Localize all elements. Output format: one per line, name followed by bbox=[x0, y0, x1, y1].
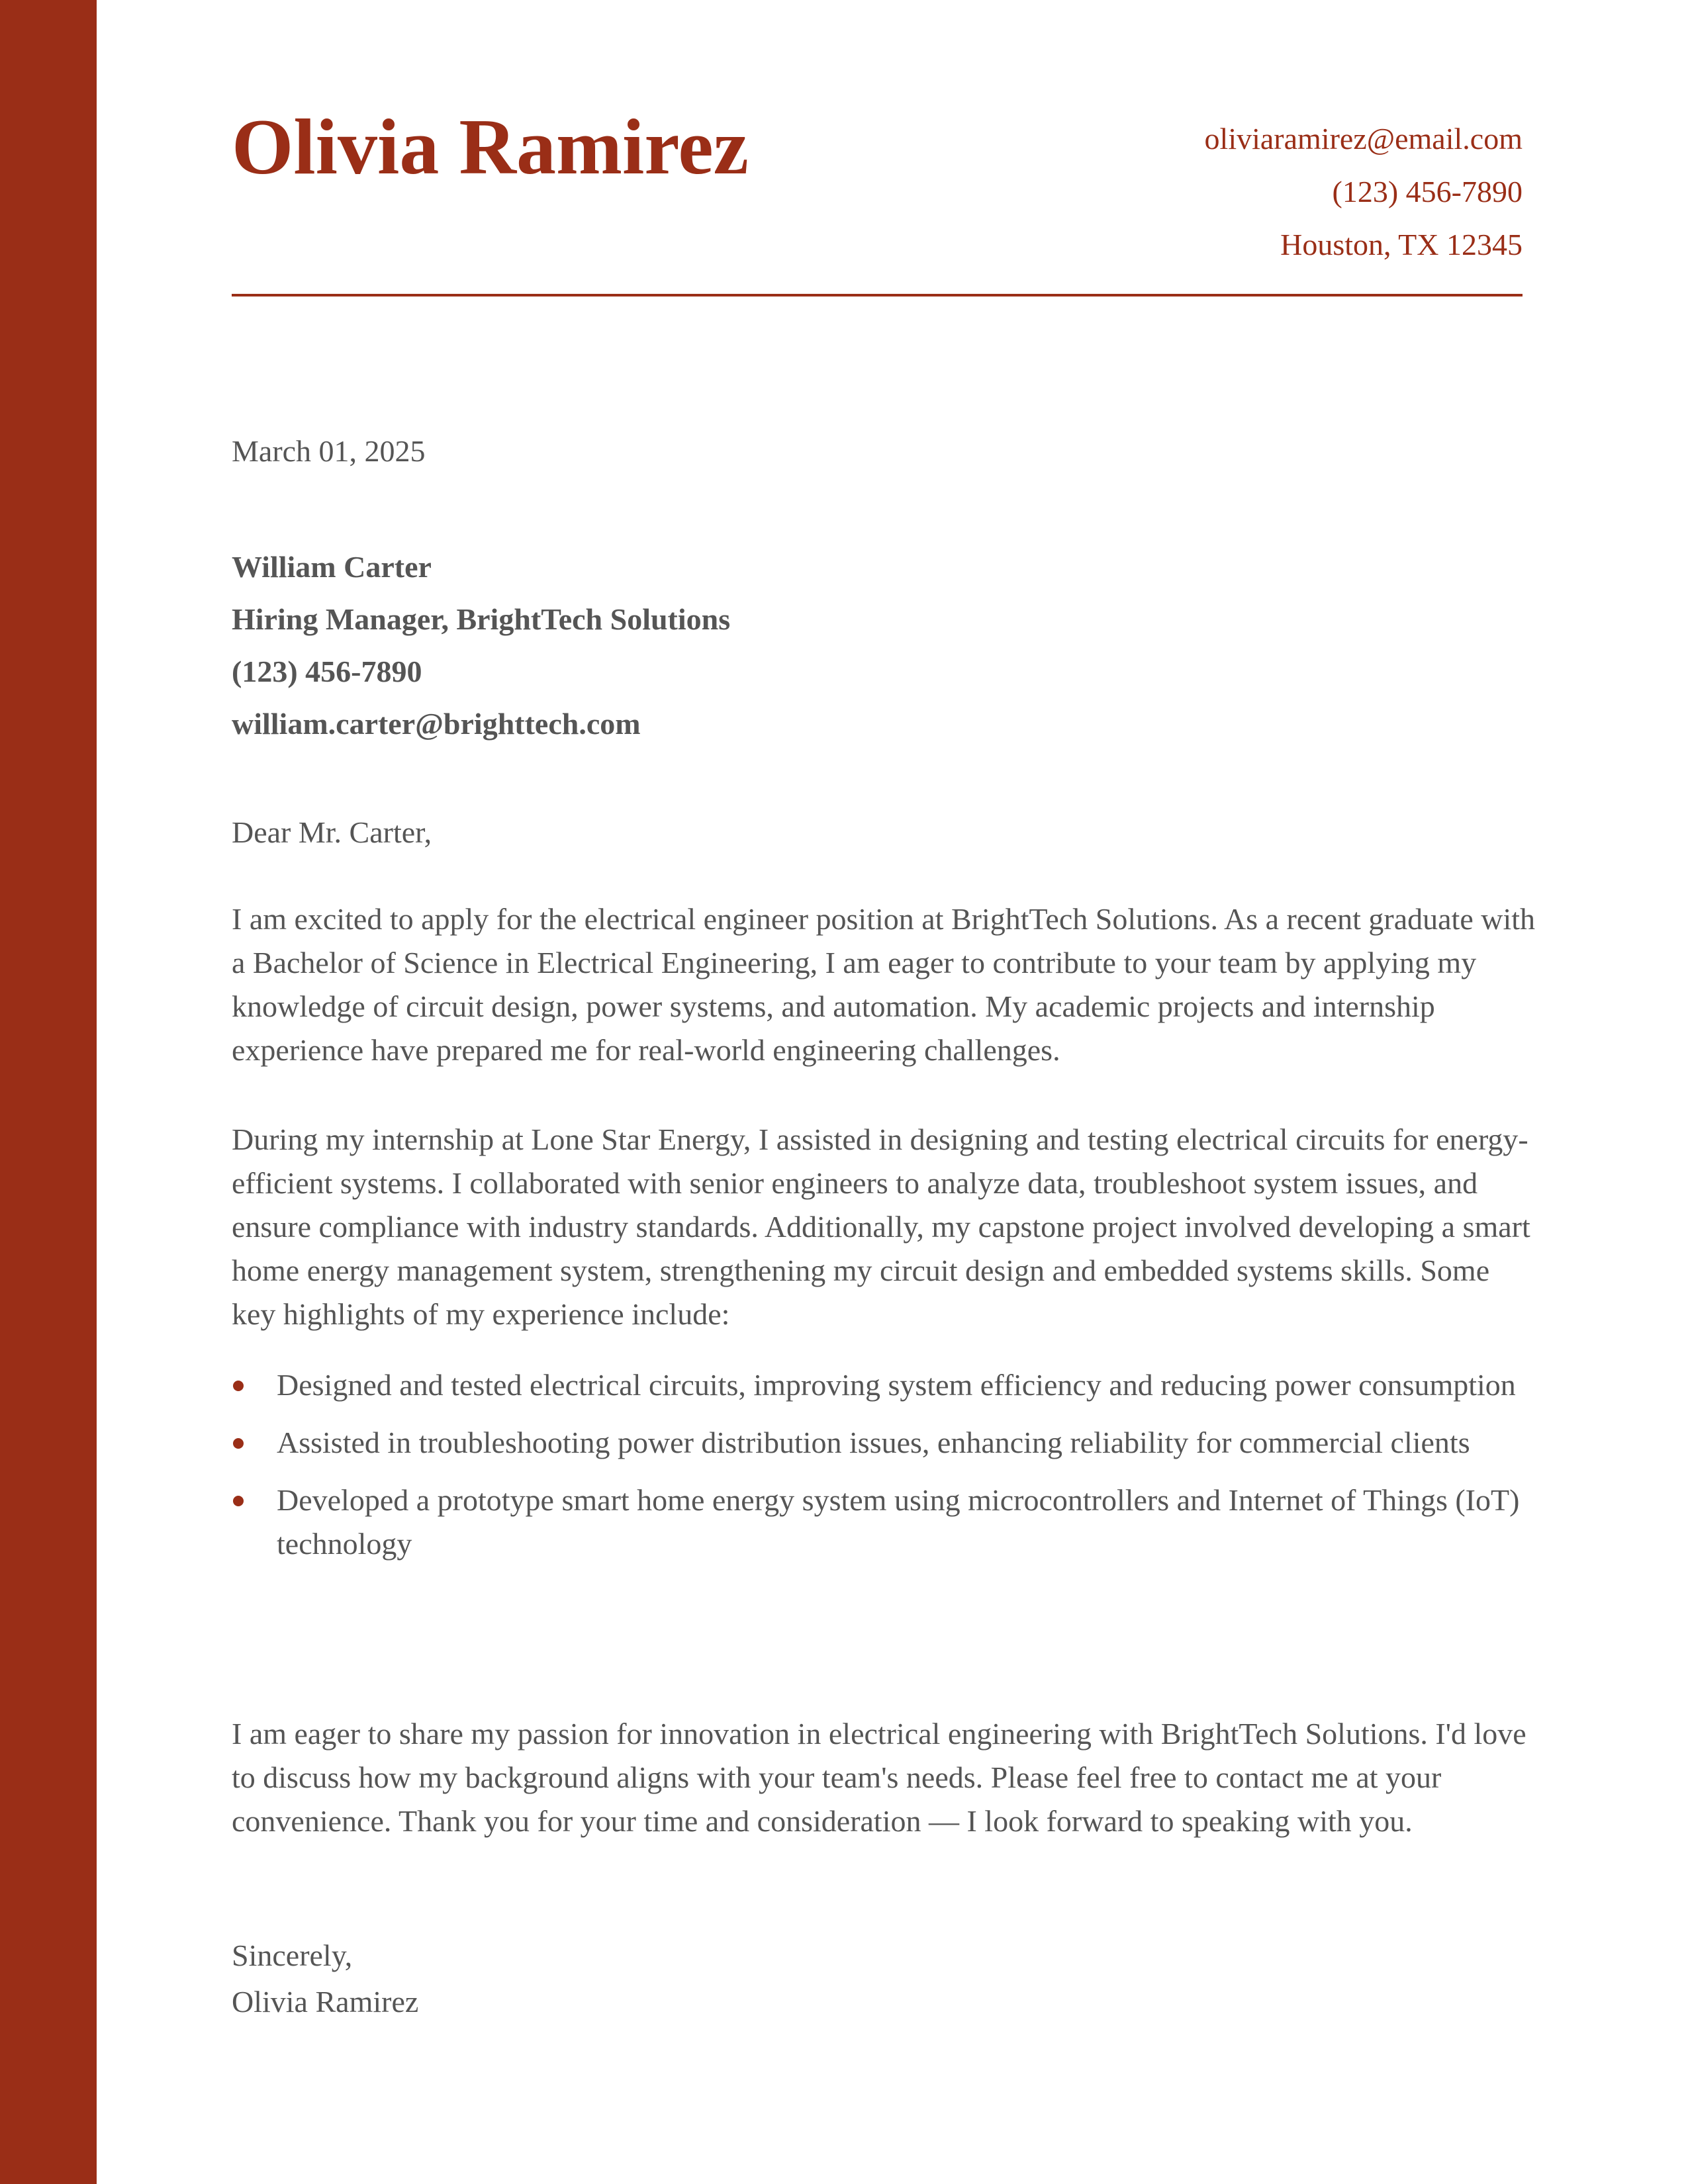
bullet-dot-icon bbox=[233, 1438, 244, 1449]
bullet-dot-icon bbox=[233, 1381, 244, 1391]
recipient-email[interactable]: william.carter@brighttech.com bbox=[232, 707, 641, 741]
highlight-text: Developed a prototype smart home energy system using microcontrollers and Internet of Things (IoT) technology bbox=[277, 1483, 1520, 1561]
recipient-block bbox=[232, 541, 730, 750]
sender-contact-block bbox=[1205, 113, 1523, 271]
sender-name: Olivia Ramirez bbox=[232, 103, 749, 191]
recipient-name: William Carter bbox=[232, 550, 432, 584]
body-paragraph-experience: During my internship at Lone Star Energy, I assisted in designing and testing electrical circuits for energy-efficient systems. I collaborated with senior engineers to analyze data, troubleshoot system issues, and ensure compliance with industry standards. Additionally, my capstone project involved developing a smart home energy management system, strengthening my circuit design and embedded systems skills. Some key highlights of my experience include: bbox=[232, 1122, 1530, 1331]
highlight-text: Assisted in troubleshooting power distribution issues, enhancing reliability for commercial clients bbox=[277, 1426, 1470, 1459]
sender-phone[interactable]: (123) 456-7890 bbox=[1332, 175, 1523, 208]
letter-date: March 01, 2025 bbox=[232, 434, 426, 468]
list-item bbox=[232, 1363, 1523, 1407]
sender-location: Houston, TX 12345 bbox=[1280, 228, 1523, 261]
signature: Olivia Ramirez bbox=[232, 1985, 419, 2019]
highlights-list bbox=[232, 1363, 1523, 1580]
signoff: Sincerely, bbox=[232, 1938, 353, 1972]
cover-letter-page bbox=[232, 0, 1536, 2184]
recipient-phone[interactable]: (123) 456-7890 bbox=[232, 655, 422, 688]
accent-sidebar-bar bbox=[0, 0, 97, 2184]
list-item bbox=[232, 1421, 1523, 1465]
closing-block bbox=[232, 1933, 418, 2025]
header-divider bbox=[232, 294, 1523, 296]
salutation: Dear Mr. Carter, bbox=[232, 815, 432, 849]
body-paragraph-closing: I am eager to share my passion for innovation in electrical engineering with BrightTech Solutions. I'd love to discuss how my background aligns with your team's needs. Please feel free to contact me at your convenience. Thank you for your time and consideration — I look forward to speaking with you. bbox=[232, 1717, 1526, 1838]
highlight-text: Designed and tested electrical circuits, improving system efficiency and reducing power consumption bbox=[277, 1368, 1516, 1402]
sender-email[interactable]: oliviaramirez@email.com bbox=[1204, 122, 1523, 156]
body-paragraph-intro: I am excited to apply for the electrical engineer position at BrightTech Solutions. As a recent graduate with a Bachelor of Science in Electrical Engineering, I am eager to contribute to your team by applying my knowledge of circuit design, power systems, and automation. My academic projects and internship experience have prepared me for real-world engineering challenges. bbox=[232, 902, 1536, 1067]
bullet-dot-icon bbox=[233, 1496, 244, 1506]
list-item bbox=[232, 1479, 1523, 1566]
recipient-title: Hiring Manager, BrightTech Solutions bbox=[232, 602, 731, 636]
